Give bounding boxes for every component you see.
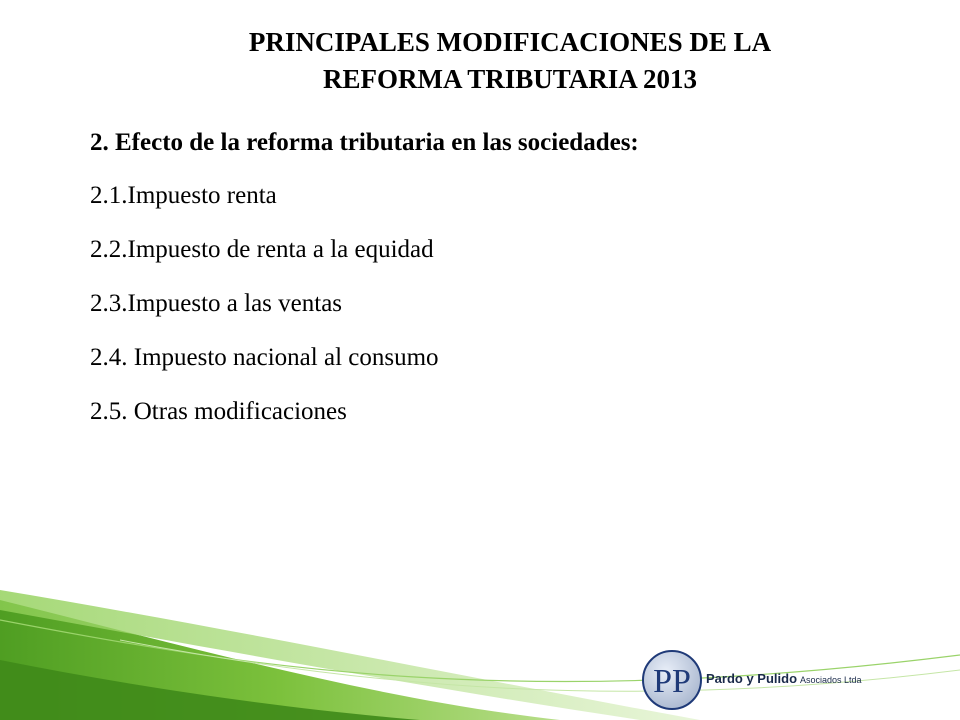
company-name-main: Pardo y Pulido	[706, 671, 798, 686]
list-item: 2.5. Otras modificaciones	[90, 398, 347, 425]
logo-initials: PP	[653, 663, 691, 700]
company-name-suffix: Asociados Ltda	[800, 675, 862, 685]
title-line-2: REFORMA TRIBUTARIA 2013	[322, 64, 698, 94]
company-name	[706, 671, 862, 686]
list-item: 2.1.Impuesto renta	[90, 182, 277, 209]
list-item: 2.4. Impuesto nacional al consumo	[90, 344, 439, 371]
list-item: 2.2.Impuesto de renta a la equidad	[90, 236, 434, 263]
topic-list	[90, 180, 439, 450]
title-line-1: PRINCIPALES MODIFICACIONES DE LA	[248, 27, 772, 57]
slide-title	[0, 24, 960, 98]
list-item: 2.3.Impuesto a las ventas	[90, 290, 343, 317]
section-subheading: 2. Efecto de la reforma tributaria en las sociedades:	[90, 129, 639, 156]
